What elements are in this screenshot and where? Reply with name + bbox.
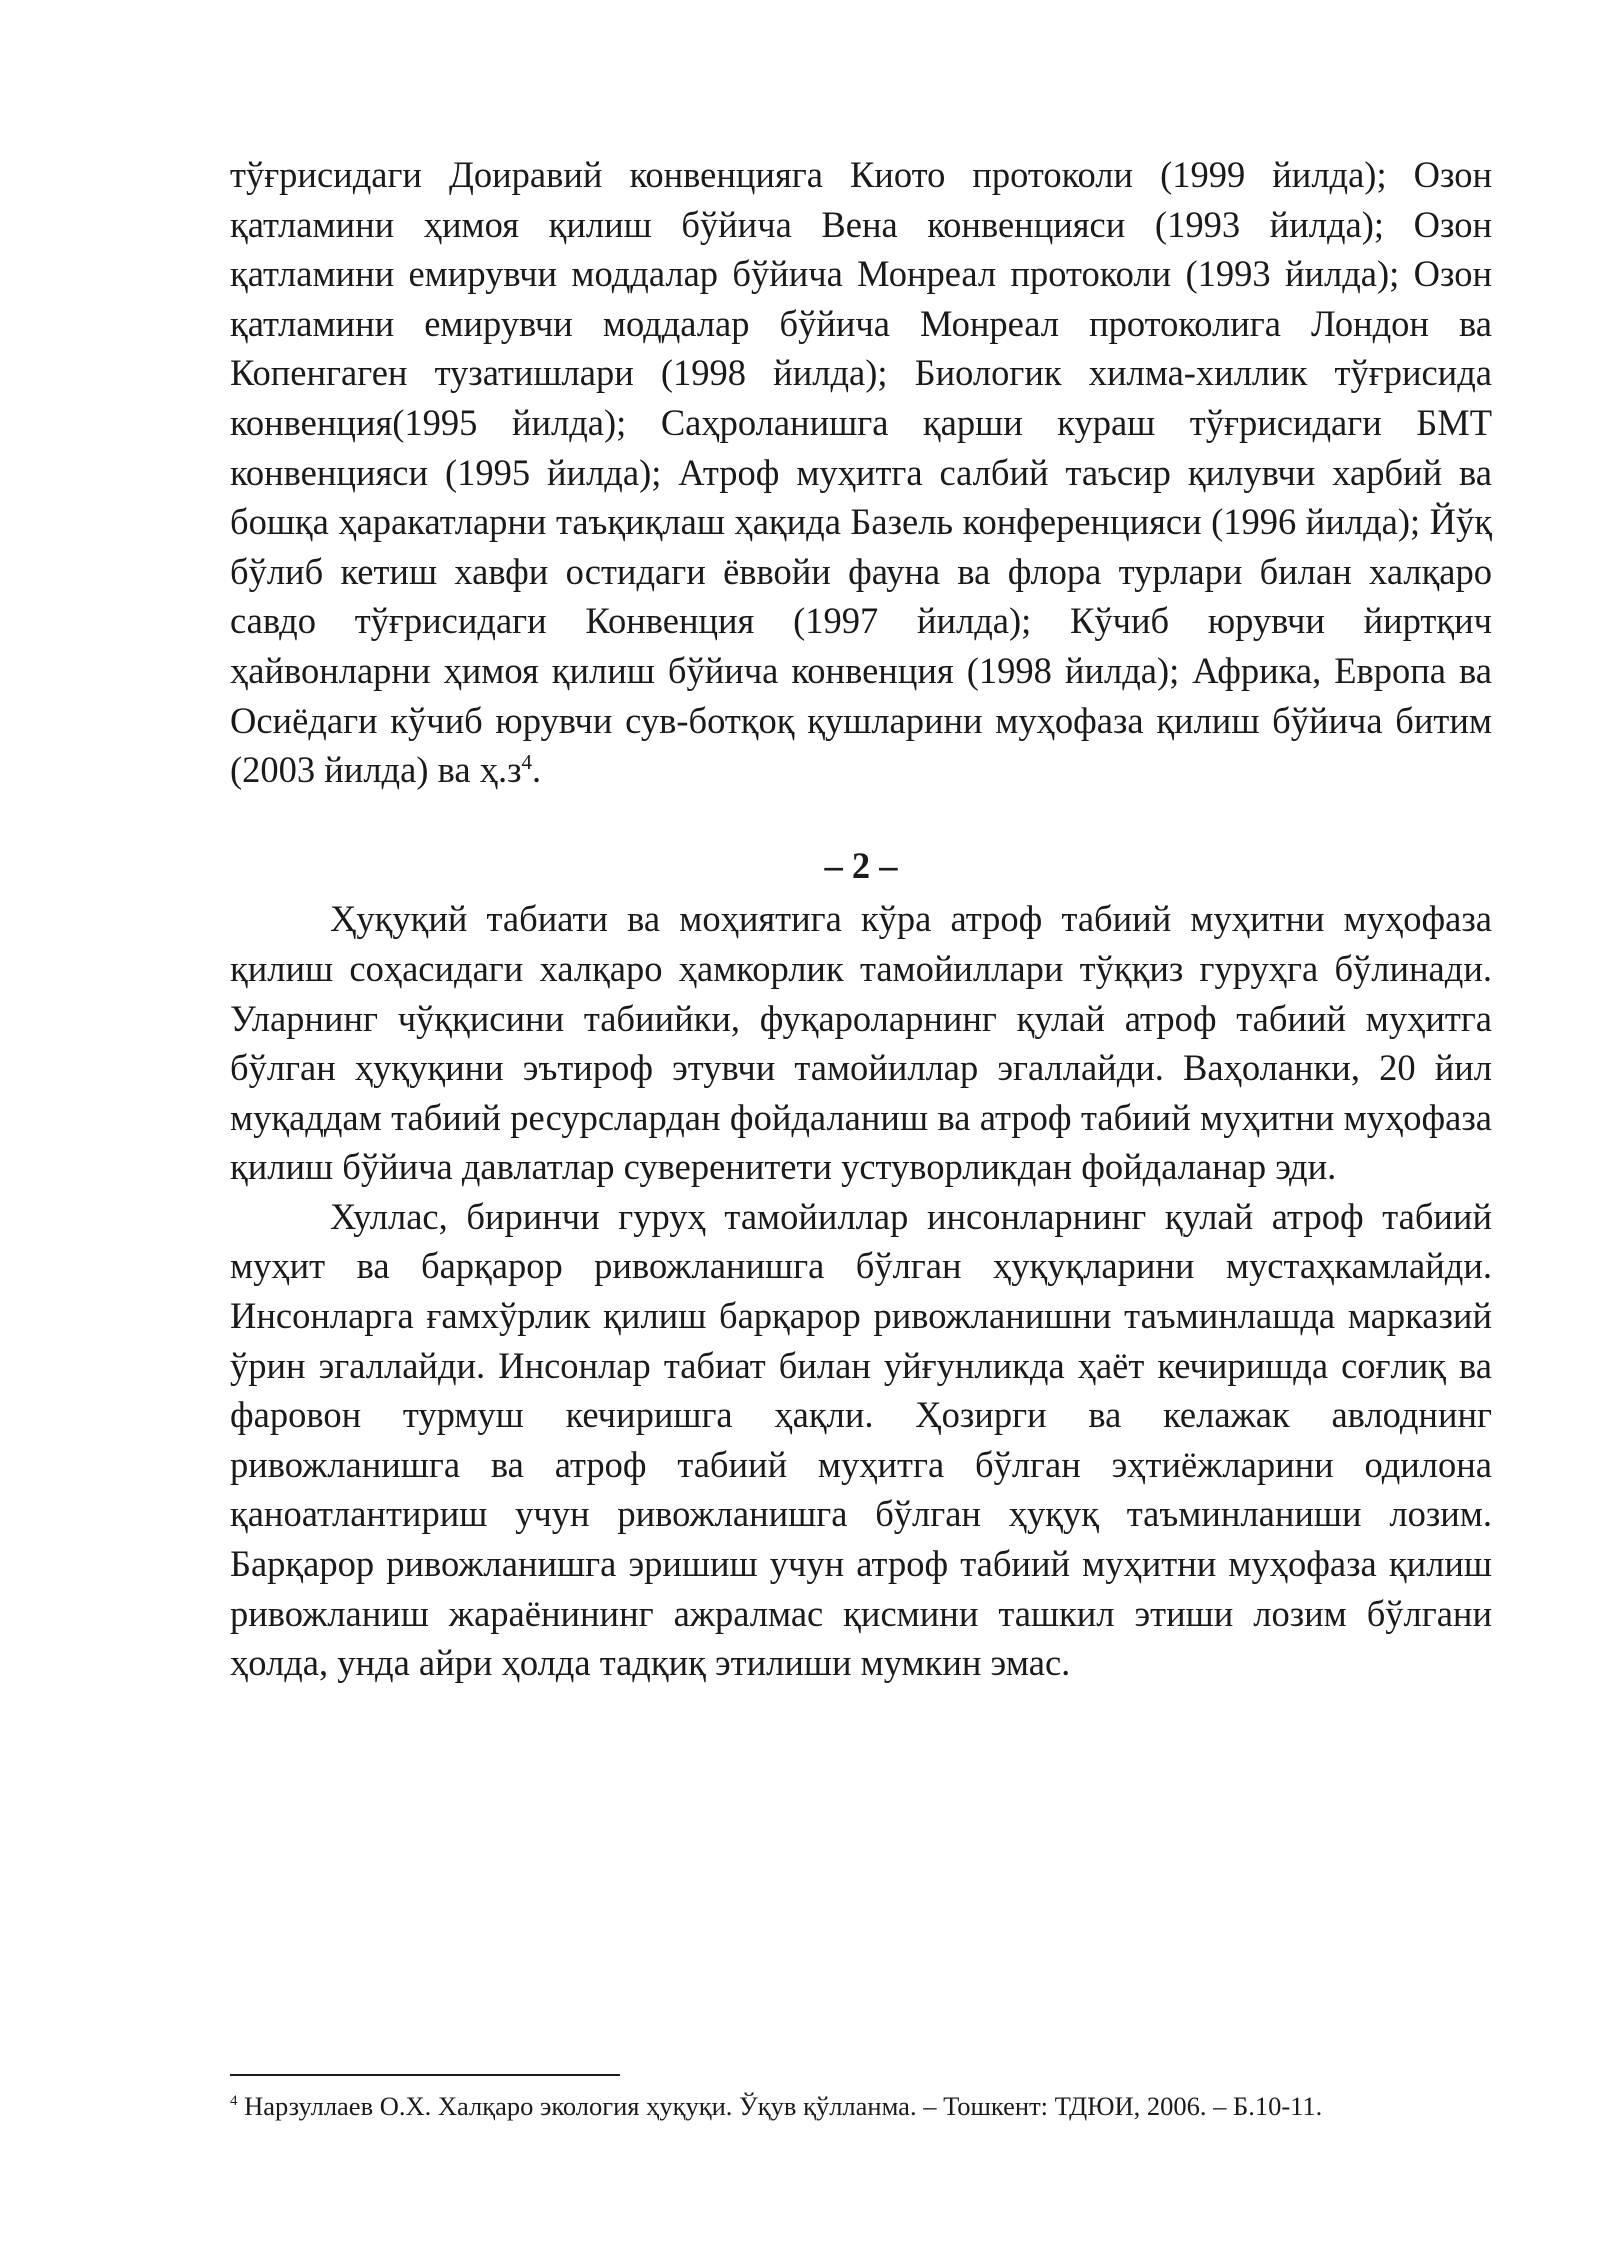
footnote-text: Нарзуллаев О.Х. Халқаро экология ҳуқуқи. Ўқув қўлланма. – Тошкент: ТДЮИ, 2006. – Б.10-11. — [237, 2091, 1323, 2121]
paragraph-continuation — [230, 150, 1492, 795]
footnote-number: 4 — [230, 2093, 238, 2110]
page-body — [230, 150, 1492, 1688]
paragraph-2: Ҳуқуқий табиати ва моҳиятига кўра атроф табиий муҳитни муҳофаза қилиш соҳасидаги халқаро ҳамкорлик тамойиллари тўққиз гуруҳга бўлинади. Уларнинг чўққисини табиийки, фуқароларнинг қулай атроф табиий муҳитга бўлган ҳуқуқини эътироф этувчи тамойиллар эгаллайди. Ваҳоланки, 20 йил муқаддам табиий ресурслардан фойдаланиш ва атроф табиий муҳитни муҳофаза қилиш бўйича давлатлар суверенитети устуворликдан фойдаланар эди. — [230, 898, 1492, 1188]
footnote-reference[interactable]: 4 — [521, 749, 532, 774]
footnote — [230, 2088, 1492, 2124]
paragraph-3: Хуллас, биринчи гуруҳ тамойиллар инсонларнинг қулай атроф табиий муҳит ва барқарор ривожланишга бўлган ҳуқуқларини мустаҳкамлайди. Инсонларга ғамхўрлик қилиш барқарор ривожланишни таъминлашда марказий ўрин эгаллайди. Инсонлар табиат билан уйғунликда ҳаёт кечиришда соғлиқ ва фаровон турмуш кечиришга ҳақли. Ҳозирги ва келажак авлоднинг ривожланишга ва атроф табиий муҳитга бўлган эҳтиёжларини одилона қаноатлантириш учун ривожланишга бўлган ҳуқуқ таъминланиши лозим. Барқарор ривожланишга эришиш учун атроф табиий муҳитни муҳофаза қилиш ривожланиш жараёнининг ажралмас қисмини ташкил этиши лозим бўлгани ҳолда, унда айри ҳолда тадқиқ этилиши мумкин эмас. — [230, 1195, 1492, 1684]
footnote-separator — [230, 2074, 620, 2076]
paragraph-1-end: . — [531, 749, 542, 791]
section-heading: – 2 – — [824, 844, 898, 886]
paragraph-1-text: тўғрисидаги Доиравий конвенцияга Киото протоколи (1999 йилда); Озон қатламини ҳимоя қилиш бўйича Вена конвенцияси (1993 йилда); Озон қатламини емирувчи моддалар бўйича Монреал протоколи (1993 йилда); Озон қатламини емирувчи моддалар бўйича Монреал протоколига Лондон ва Копенгаген тузатишлари (1998 йилда); Биологик хилма-хиллик тўғрисида конвенция(1995 йилда); Саҳроланишга қарши кураш тўғрисидаги БМТ конвенцияси (1995 йилда); Атроф муҳитга салбий таъсир қилувчи харбий ва бошқа ҳаракатларни таъқиқлаш ҳақида Базель конференцияси (1996 йилда); Йўқ бўлиб кетиш хавфи остидаги ёввойи фауна ва флора турлари билан халқаро савдо тўғрисидаги Конвенция (1997 йилда); Кўчиб юрувчи йиртқич ҳайвонларни ҳимоя қилиш бўйича конвенция (1998 йилда); Африка, Европа ва Осиёдаги кўчиб юрувчи сув-ботқоқ қушларини муҳофаза қилиш бўйича битим (2003 йилда) ва ҳ.з — [230, 154, 1492, 791]
